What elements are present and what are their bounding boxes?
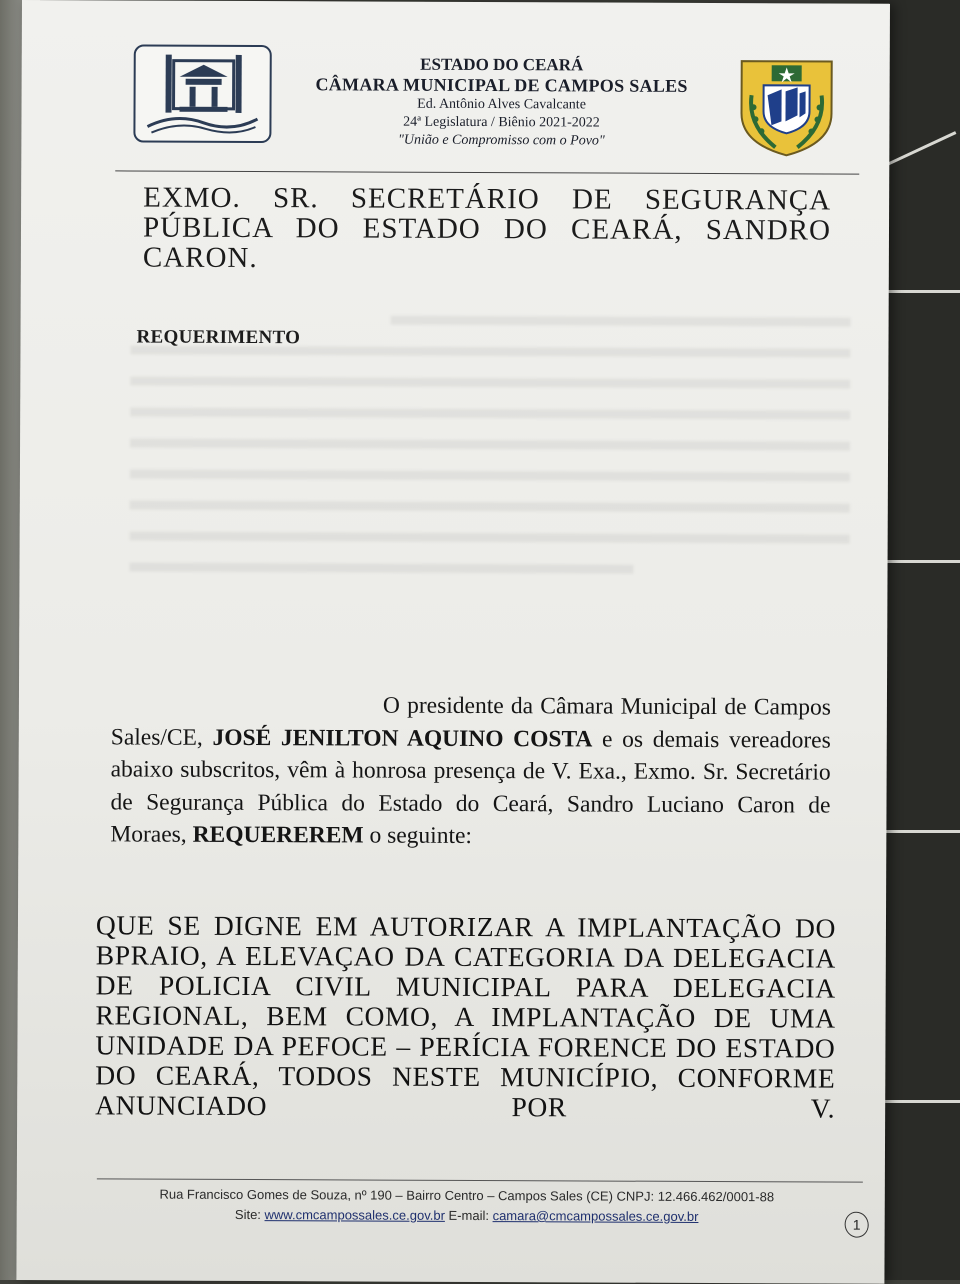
- site-link[interactable]: www.cmcampossales.ce.gov.br: [264, 1207, 445, 1223]
- ceara-coat-of-arms-icon: [735, 55, 837, 159]
- letterhead: [271, 53, 731, 151]
- footer-contacts: [97, 1204, 837, 1227]
- site-label: Site:: [234, 1206, 265, 1223]
- state-name: ESTADO DO CEARÁ: [420, 54, 584, 75]
- addressee: EXMO. SR. SECRETÁRIO DE SEGURANÇA PÚBLICA DO ESTADO DO CEARÁ, SANDRO CARON.: [142, 181, 832, 275]
- header-divider: [115, 170, 859, 174]
- section-title: REQUERIMENTO: [136, 326, 301, 349]
- body-text: e os demais vereadores abaixo subscritos, vêm à honrosa presença de V. Exa., Exmo. Sr. Secretário de Segurança Pública do Estado do Ceará, Sandro Luciano Caron de Moraes,: [110, 725, 831, 848]
- footer: [97, 1184, 837, 1227]
- page-number: 1: [845, 1212, 869, 1238]
- request-text: QUE SE DIGNE EM AUTORIZAR A IMPLANTAÇÃO DO BPRAIO, A ELEVAÇAO DA CATEGORIA DA DELEGACIA DE POLICIA CIVIL MUNICIPAL PARA DELEGACIA REGIONAL, BEM COMO, A IMPLANTAÇÃO DE UMA UNIDADE DA PEFOCE – PERÍCIA FORENCE DO ESTADO DO CEARÁ, TODOS NESTE MUNICÍPIO, CONFORME ANUNCIADO POR V.: [95, 909, 837, 1124]
- president-name: JOSÉ JENILTON AQUINO COSTA: [212, 724, 593, 752]
- footer-divider: [97, 1178, 863, 1182]
- email-label: E-mail:: [444, 1207, 493, 1224]
- legislature-info: 24ª Legislatura / Biênio 2021-2022: [403, 114, 600, 131]
- body-text: o seguinte:: [363, 822, 473, 849]
- document-page: [16, 0, 890, 1284]
- footer-address: Rua Francisco Gomes de Souza, nº 190 – Bairro Centro – Campos Sales (CE) CNPJ: 12.466.462/0001-88: [159, 1186, 775, 1205]
- request-paragraph: [110, 688, 831, 854]
- motto: "União e Compromisso com o Povo": [397, 132, 605, 149]
- bleed-through: [129, 300, 851, 663]
- body-text: O presidente da Câmara Municipal de Campos Sales/CE,: [110, 692, 831, 751]
- chamber-building-logo-icon: [133, 44, 271, 143]
- request-verb: REQUEREREM: [192, 821, 364, 849]
- chamber-name: CÂMARA MUNICIPAL DE CAMPOS SALES: [315, 74, 688, 96]
- email-link[interactable]: camara@cmcampossales.ce.gov.br: [492, 1208, 699, 1224]
- building-name: Ed. Antônio Alves Cavalcante: [417, 96, 586, 113]
